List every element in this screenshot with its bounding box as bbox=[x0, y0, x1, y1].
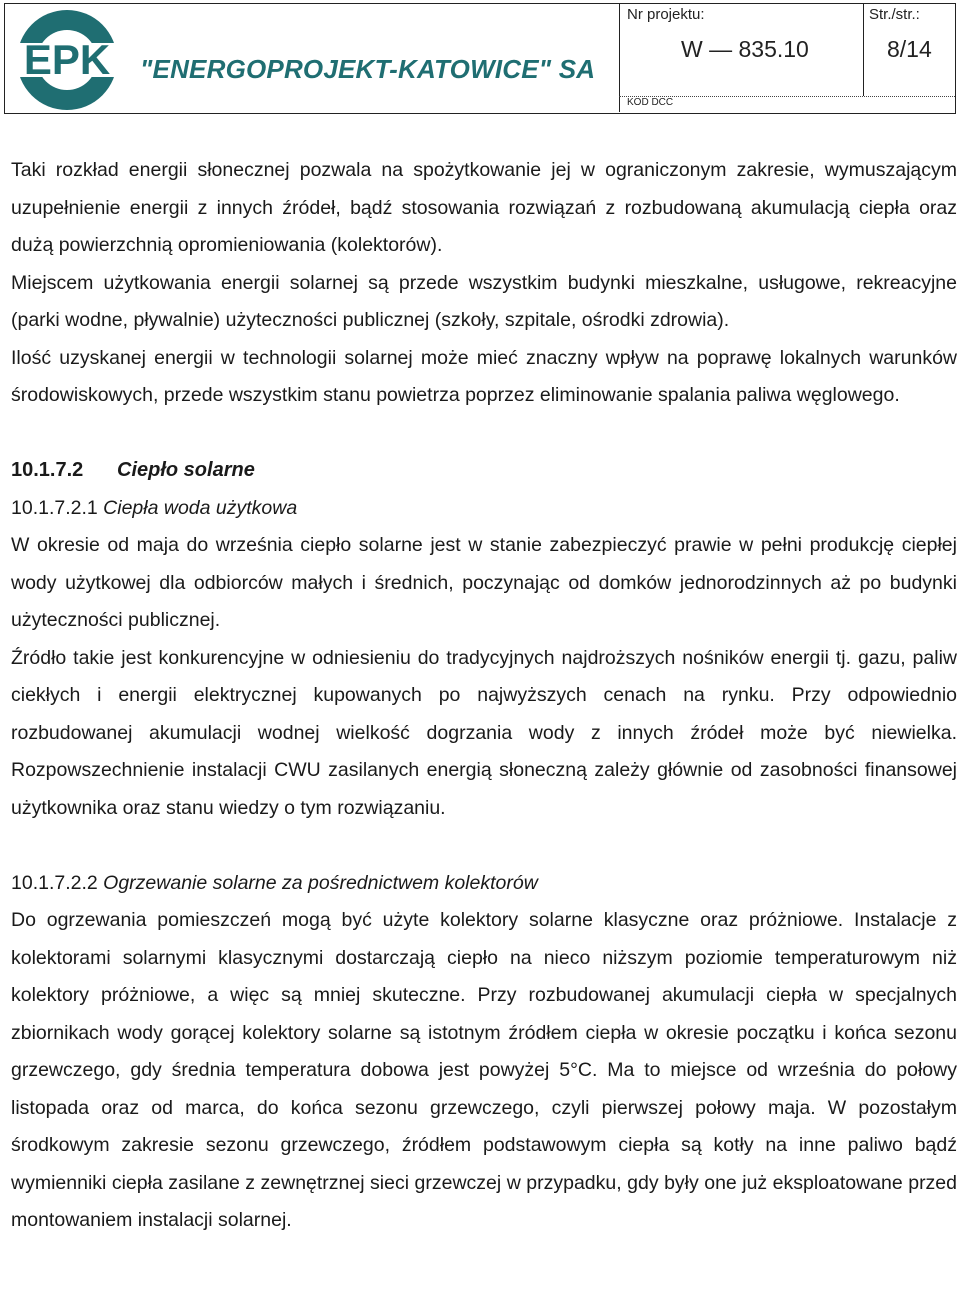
section-heading bbox=[11, 452, 957, 490]
logo-text: EPK bbox=[23, 36, 111, 83]
page-label: Str./str.: bbox=[869, 6, 920, 23]
paragraph: W okresie od maja do września ciepło solarne jest w stanie zabezpieczyć prawie w pełni produkcję ciepłej wody użytkowej dla odbiorców małych i średnich, poczynając od domków jednorodzinnych aż po budynki użyteczności publicznej. bbox=[11, 534, 957, 631]
subsection-number: 10.1.7.2.2 bbox=[11, 871, 98, 894]
subsection-number: 10.1.7.2.1 bbox=[11, 496, 98, 519]
project-number: W — 835.10 bbox=[681, 36, 809, 62]
subsection-heading bbox=[11, 865, 957, 903]
page-number: 8/14 bbox=[887, 36, 932, 62]
company-name: "ENERGOPROJEKT-KATOWICE" SA bbox=[140, 54, 596, 84]
document-header bbox=[4, 3, 956, 114]
code-label: KOD DCC bbox=[627, 97, 674, 108]
paragraph: Miejscem użytkowania energii solarnej są przede wszystkim budynki mieszkalne, usługowe, rekreacyjne (parki wodne, pływalnie) użyteczności publicznej (szkoły, szpitale, ośrodki zdrowia). bbox=[11, 271, 957, 331]
subsection-heading bbox=[11, 490, 957, 528]
paragraph: Źródło takie jest konkurencyjne w odniesieniu do tradycyjnych najdroższych nośników energii tj. gazu, paliw ciekłych i energii elektrycznej kupowanych po najwyższych cenach na rynku. Przy odpowiednio rozbudowanej akumulacji wodnej wielkość dogrzania wody z innych źródeł może być niewielka. Rozpowszechnienie instalacji CWU zasilanych energią słoneczną zależy głównie od zasobności finansowej użytkownika oraz stanu wiedzy o tym rozwiązaniu. bbox=[11, 646, 957, 819]
paragraph: Do ogrzewania pomieszczeń mogą być użyte kolektory solarne klasyczne oraz próżniowe. Instalacje z kolektorami solarnymi klasycznymi dostarczają ciepło na nieco niższym poziomie temperaturowym niż kolektory próżniowe, a więc są mniej skuteczne. Przy rozbudowanej akumulacji ciepła w specjalnych zbiornikach wody gorącej kolektory solarne są istotnym źródłem ciepła w okresie początku i końca sezonu grzewczego, gdy średnia temperatura dobowa jest powyżej 5°C. Ma to miejsce od września do połowy listopada oraz od marca, do końca sezonu grzewczego, czyli pierwszej połowy maja. W pozostałym środkowym zakresie sezonu grzewczego, źródłem podstawowym ciepła są kotły na inne paliwo bądź wymienniki ciepła zasilane z zewnętrznej sieci grzewczej w przypadku, gdy były one już eksploatowane przed montowaniem instalacji solarnej. bbox=[11, 909, 957, 1231]
subsection-title: Ogrzewanie solarne za pośrednictwem kolektorów bbox=[103, 871, 538, 894]
logo-area bbox=[5, 4, 619, 112]
subsection-title: Ciepła woda użytkowa bbox=[103, 496, 298, 519]
document-body bbox=[11, 152, 957, 1240]
paragraph: Taki rozkład energii słonecznej pozwala na spożytkowanie jej w ograniczonym zakresie, wymuszającym uzupełnienie energii z innych źródeł, bądź stosowania rozwiązań z rozbudowaną akumulacją ciepła oraz dużą powierzchnią opromieniowania (kolektorów). bbox=[11, 159, 957, 256]
section-number: 10.1.7.2 bbox=[11, 459, 84, 481]
paragraph: Ilość uzyskanej energii w technologii solarnej może mieć znaczny wpływ na poprawę lokalnych warunków środowiskowych, przede wszystkim stanu powietrza poprzez eliminowanie spalania paliwa węglowego. bbox=[11, 346, 957, 406]
section-title: Ciepło solarne bbox=[117, 459, 255, 481]
project-label: Nr projektu: bbox=[627, 6, 705, 23]
epk-logo-icon bbox=[11, 8, 123, 112]
header-divider bbox=[863, 4, 864, 96]
